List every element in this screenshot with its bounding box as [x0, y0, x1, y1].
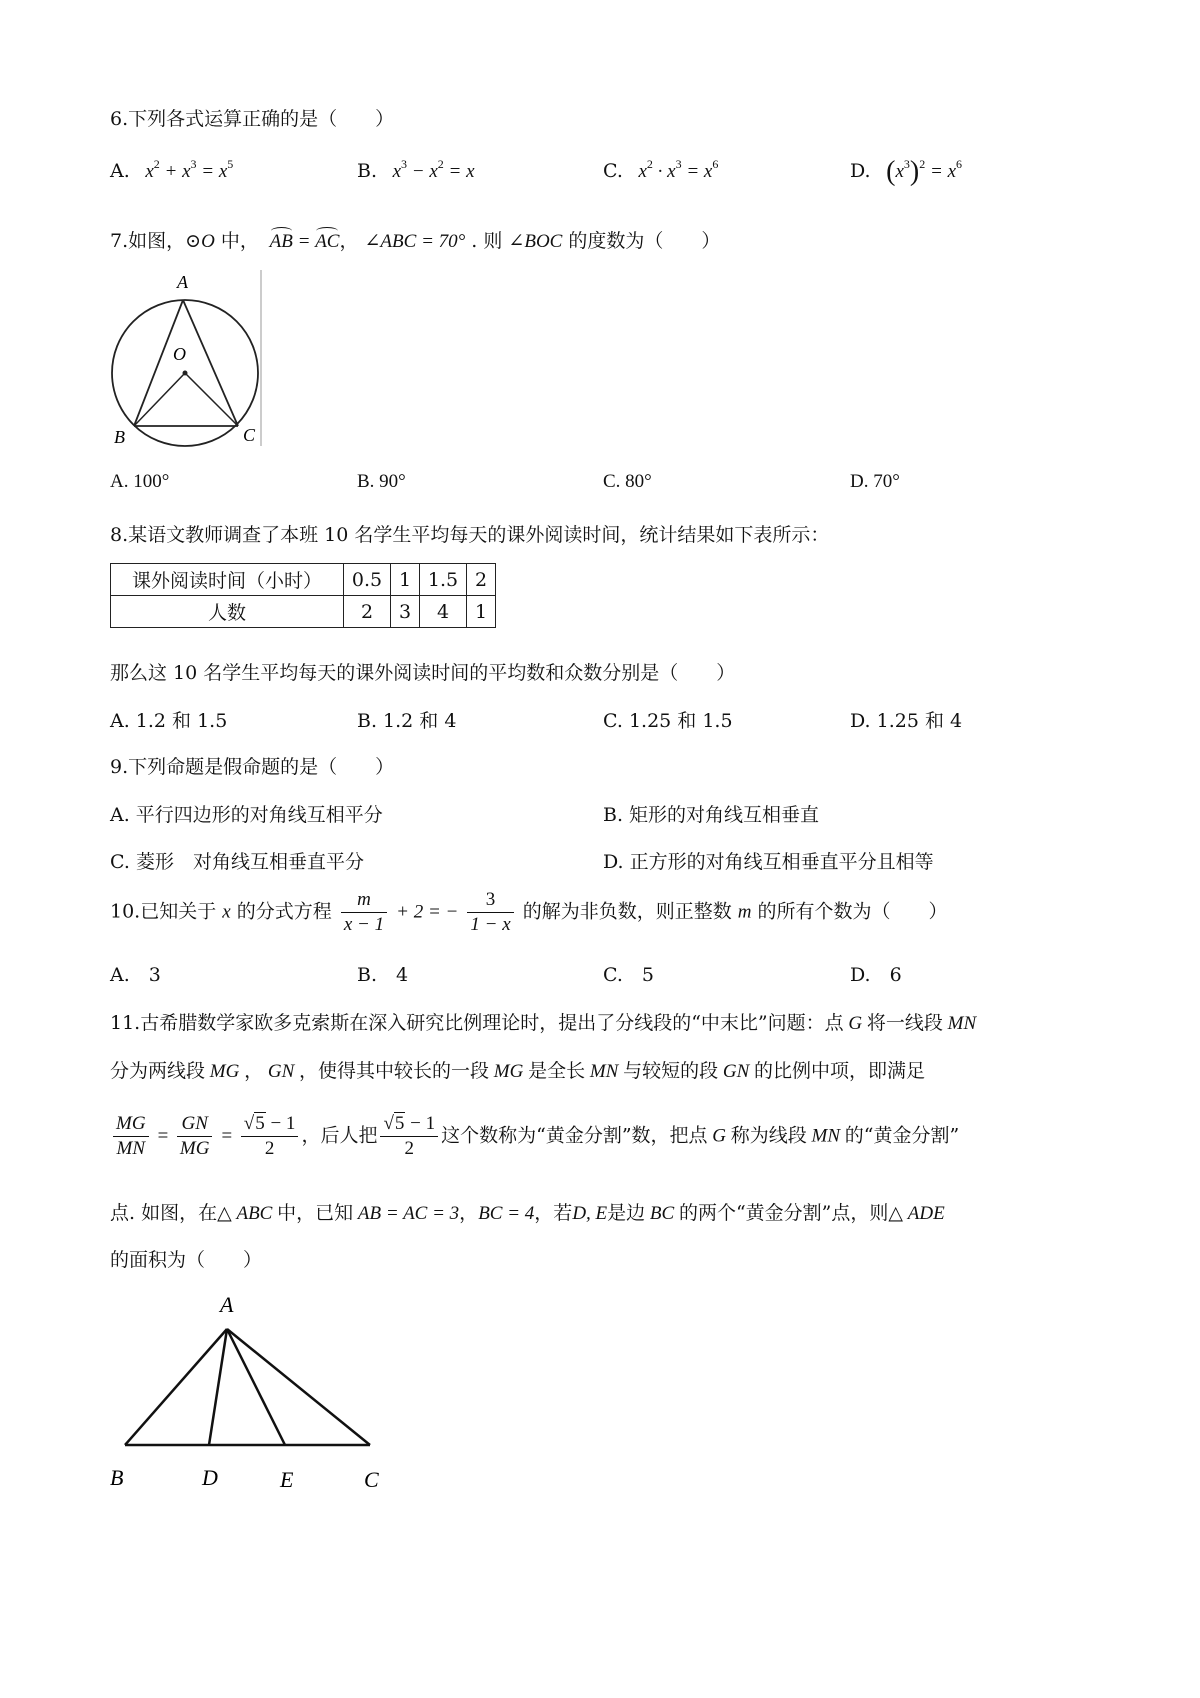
fraction-gn-mg: $\frac{GN}{MG}$	[177, 1112, 213, 1161]
q8-option-d[interactable]: D. 1.25 和 4	[850, 710, 963, 732]
table-cell: 1	[391, 564, 420, 596]
q7-stem: 7.如图，⊙O 中， AB = AC， ∠ABC = 70° . 则 ∠BOC 的度数为（ ）	[110, 230, 721, 252]
q10-option-c[interactable]: C. 5	[603, 964, 654, 986]
segment-ob	[134, 373, 185, 426]
q6-option-d[interactable]: D. $(x^3)^2 = x^6$	[850, 156, 963, 187]
q7-angle: ∠ABC = 70°	[364, 231, 466, 252]
segment-ac	[227, 1329, 370, 1445]
q6-option-b-label: B.	[357, 160, 378, 182]
label-e: E	[280, 1467, 294, 1492]
q11-line3: $\frac{MG}{MN}$ = $\frac{GN}{MG}$ = $\frac{√5 - 1}{2}$ ，后人把 $\frac{√5 - 1}{2}$ 这个数称为“黄金分割”数，把点 G 称为线段 MN 的“黄金分割”	[110, 1112, 959, 1161]
q6-option-a[interactable]: A. $x^2 + x^3 = x^5$	[110, 157, 234, 182]
q10-fraction-right: $\frac{3}{1 - x}$	[467, 888, 513, 937]
label-a: A	[177, 272, 188, 292]
q7-circle-figure	[108, 270, 264, 448]
q10-fraction-left: $\frac{m}{x - 1}$	[341, 888, 387, 937]
q6-option-d-label: D.	[850, 160, 871, 182]
table-cell: 0.5	[344, 564, 391, 596]
table-cell: 1	[467, 596, 496, 628]
q7-option-c[interactable]: C. 80°	[603, 471, 652, 492]
circle-symbol: ⊙	[185, 230, 202, 252]
segment-oc	[185, 373, 238, 426]
q9-stem: 9.下列命题是假命题的是（ ）	[110, 756, 395, 778]
q11-line2: 分为两线段 MG ， GN ，使得其中较长的一段 MG 是全长 MN 与较短的段 GN 的比例中项，即满足	[110, 1060, 926, 1082]
q8-option-b[interactable]: B. 1.2 和 4	[357, 710, 457, 732]
table-row	[111, 564, 496, 596]
q10-option-d[interactable]: D. 6	[850, 964, 902, 986]
q10-option-a[interactable]: A. 3	[110, 964, 161, 986]
label-c: C	[364, 1467, 379, 1492]
q10-option-b[interactable]: B. 4	[357, 964, 409, 986]
fraction-golden: $\frac{√5 - 1}{2}$	[241, 1112, 299, 1161]
q9-option-a[interactable]: A. 平行四边形的对角线互相平分	[110, 804, 383, 826]
q6-option-b[interactable]: B. $x^3 - x^2 = x$	[357, 157, 475, 182]
q6-option-c-label: C.	[603, 160, 623, 182]
q6-option-c[interactable]: C. $x^2 \cdot x^3 = x^6$	[603, 157, 719, 182]
table-cell: 3	[391, 596, 420, 628]
table-cell: 2	[467, 564, 496, 596]
table-header-cell: 人数	[111, 596, 344, 628]
q9-option-d[interactable]: D. 正方形的对角线互相垂直平分且相等	[603, 851, 934, 873]
table-header-cell: 课外阅读时间（小时）	[111, 564, 344, 596]
q10-stem: 10.已知关于 x 的分式方程 $\frac{m}{x - 1}$ + 2 = − $\frac{3}{1 - x}$ 的解为非负数，则正整数 m 的所有个数为（ ）	[110, 889, 948, 935]
q11-line5: 的面积为（ ）	[110, 1249, 263, 1271]
q6-stem: 6.下列各式运算正确的是（ ）	[110, 108, 395, 130]
q7-option-d[interactable]: D. 70°	[850, 471, 900, 492]
reading-time-table	[110, 563, 496, 628]
q11-line4: 点. 如图，在△ ABC 中，已知 AB = AC = 3，BC = 4，若D, E是边 BC 的两个“黄金分割”点，则△ ADE	[110, 1202, 945, 1224]
label-b: B	[110, 1465, 124, 1490]
q8-option-c[interactable]: C. 1.25 和 1.5	[603, 710, 733, 732]
label-a: A	[220, 1292, 234, 1317]
fraction-mg-mn: $\frac{MG}{MN}$	[113, 1112, 149, 1161]
table-cell: 1.5	[420, 564, 467, 596]
q11-line1: 11.古希腊数学家欧多克索斯在深入研究比例理论时，提出了分线段的“中末比”问题：点 G 将一线段 MN	[110, 1012, 977, 1034]
q9-option-c[interactable]: C. 菱形 对角线互相垂直平分	[110, 851, 364, 873]
label-o: O	[173, 344, 186, 364]
label-c: C	[243, 425, 256, 445]
q8-stem: 8.某语文教师调查了本班 10 名学生平均每天的课外阅读时间，统计结果如下表所示：	[110, 524, 830, 546]
segment-ae	[227, 1329, 285, 1445]
q7-option-b[interactable]: B. 90°	[357, 471, 406, 492]
q6-option-a-label: A.	[110, 160, 130, 182]
point-o	[183, 371, 188, 376]
q8-option-a[interactable]: A. 1.2 和 1.5	[110, 710, 228, 732]
label-d: D	[202, 1465, 218, 1490]
fraction-golden-2: $\frac{√5 - 1}{2}$	[380, 1112, 438, 1161]
table-cell: 2	[344, 596, 391, 628]
q8-question: 那么这 10 名学生平均每天的课外阅读时间的平均数和众数分别是（ ）	[110, 662, 736, 684]
table-row	[111, 596, 496, 628]
q7-option-a[interactable]: A. 100°	[110, 471, 170, 492]
q11-triangle-figure	[100, 1292, 400, 1492]
q9-option-b[interactable]: B. 矩形的对角线互相垂直	[603, 804, 820, 826]
table-cell: 4	[420, 596, 467, 628]
label-b: B	[114, 427, 125, 447]
segment-ac	[183, 300, 238, 426]
